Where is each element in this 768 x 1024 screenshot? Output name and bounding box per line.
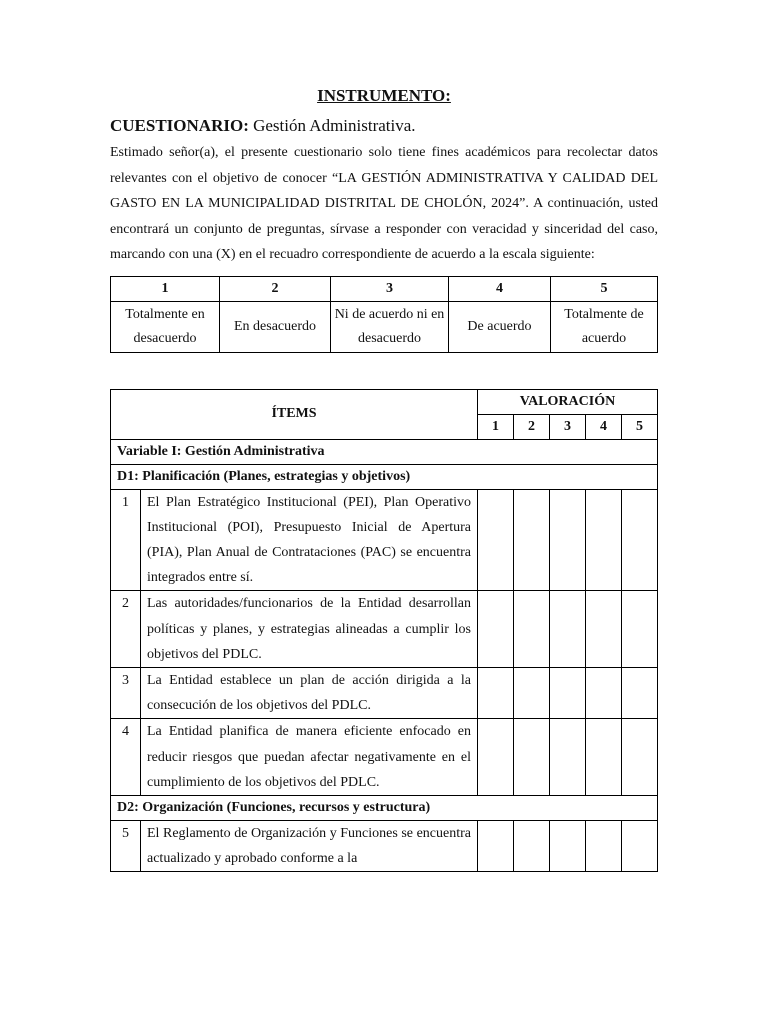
questionnaire-subtitle — [110, 114, 658, 138]
answer-cell[interactable] — [514, 489, 550, 591]
valoracion-header: VALORACIÓN — [478, 389, 658, 414]
answer-cell[interactable] — [622, 667, 658, 718]
document-title: INSTRUMENTO: — [317, 86, 451, 105]
answer-cell[interactable] — [550, 719, 586, 796]
answer-cell[interactable] — [514, 820, 550, 871]
scale-label: En desacuerdo — [220, 301, 331, 352]
answer-cell[interactable] — [550, 820, 586, 871]
item-text: La Entidad planifica de manera eficiente enfocado en reducir riesgos que puedan afectar negativamente en el cumplimiento de los objetivos del PDLC. — [141, 719, 478, 796]
scale-number: 3 — [331, 276, 449, 301]
answer-cell[interactable] — [622, 489, 658, 591]
answer-cell[interactable] — [586, 820, 622, 871]
valoracion-col: 4 — [586, 414, 622, 439]
answer-cell[interactable] — [622, 591, 658, 668]
scale-label: Totalmente de acuerdo — [551, 301, 658, 352]
item-number: 4 — [111, 719, 141, 796]
item-number: 1 — [111, 489, 141, 591]
subtitle-text: Gestión Administrativa. — [248, 116, 416, 135]
valoracion-col: 1 — [478, 414, 514, 439]
scale-number: 2 — [220, 276, 331, 301]
document-page — [110, 84, 658, 872]
answer-cell[interactable] — [550, 489, 586, 591]
answer-cell[interactable] — [478, 719, 514, 796]
answer-cell[interactable] — [586, 667, 622, 718]
table-row — [111, 667, 658, 718]
valoracion-col: 2 — [514, 414, 550, 439]
intro-paragraph: Estimado señor(a), el presente cuestionario solo tiene fines académicos para recolectar datos relevantes con el objetivo de conocer “LA GESTIÓN ADMINISTRATIVA Y CALIDAD DEL GASTO EN LA MUNICIPALIDAD DISTRITAL DE CHOLÓN, 2024”. A continuación, usted encontrará un conjunto de preguntas, sírvase a responder con veracidad y sinceridad del caso, marcando con una (X) en el recuadro correspondiente de acuerdo a la escala siguiente: — [110, 145, 658, 262]
scale-number: 1 — [111, 276, 220, 301]
questionnaire-table — [110, 389, 658, 873]
answer-cell[interactable] — [586, 719, 622, 796]
scale-number: 5 — [551, 276, 658, 301]
answer-cell[interactable] — [478, 820, 514, 871]
item-text: El Plan Estratégico Institucional (PEI), Plan Operativo Institucional (POI), Presupuesto Inicial de Apertura (PIA), Plan Anual de Contrataciones (PAC) se encuentra integrados entre sí. — [141, 489, 478, 591]
answer-cell[interactable] — [514, 591, 550, 668]
item-text: La Entidad establece un plan de acción dirigida a la consecución de los objetivos del PDLC. — [141, 667, 478, 718]
table-row — [111, 719, 658, 796]
scale-label: Totalmente en desacuerdo — [111, 301, 220, 352]
item-number: 3 — [111, 667, 141, 718]
table-row — [111, 820, 658, 871]
answer-cell[interactable] — [478, 591, 514, 668]
valoracion-col: 3 — [550, 414, 586, 439]
answer-cell[interactable] — [478, 667, 514, 718]
dimension-heading: D1: Planificación (Planes, estrategias y objetivos) — [111, 464, 658, 489]
answer-cell[interactable] — [550, 667, 586, 718]
item-number: 2 — [111, 591, 141, 668]
item-number: 5 — [111, 820, 141, 871]
answer-cell[interactable] — [622, 719, 658, 796]
subtitle-label: CUESTIONARIO: — [110, 116, 249, 135]
answer-cell[interactable] — [478, 489, 514, 591]
answer-cell[interactable] — [514, 667, 550, 718]
item-text: Las autoridades/funcionarios de la Entidad desarrollan políticas y planes, y estrategias alineadas a cumplir los objetivos del PDLC. — [141, 591, 478, 668]
variable-heading: Variable I: Gestión Administrativa — [111, 439, 658, 464]
answer-cell[interactable] — [586, 489, 622, 591]
table-row — [111, 489, 658, 591]
answer-cell[interactable] — [586, 591, 622, 668]
scale-number: 4 — [449, 276, 551, 301]
scale-label: Ni de acuerdo ni en desacuerdo — [331, 301, 449, 352]
items-header: ÍTEMS — [111, 389, 478, 439]
rating-scale-table — [110, 276, 658, 353]
answer-cell[interactable] — [550, 591, 586, 668]
scale-label: De acuerdo — [449, 301, 551, 352]
item-text: El Reglamento de Organización y Funciones se encuentra actualizado y aprobado conforme a la — [141, 820, 478, 871]
dimension-heading: D2: Organización (Funciones, recursos y estructura) — [111, 795, 658, 820]
valoracion-col: 5 — [622, 414, 658, 439]
table-row — [111, 591, 658, 668]
answer-cell[interactable] — [622, 820, 658, 871]
answer-cell[interactable] — [514, 719, 550, 796]
